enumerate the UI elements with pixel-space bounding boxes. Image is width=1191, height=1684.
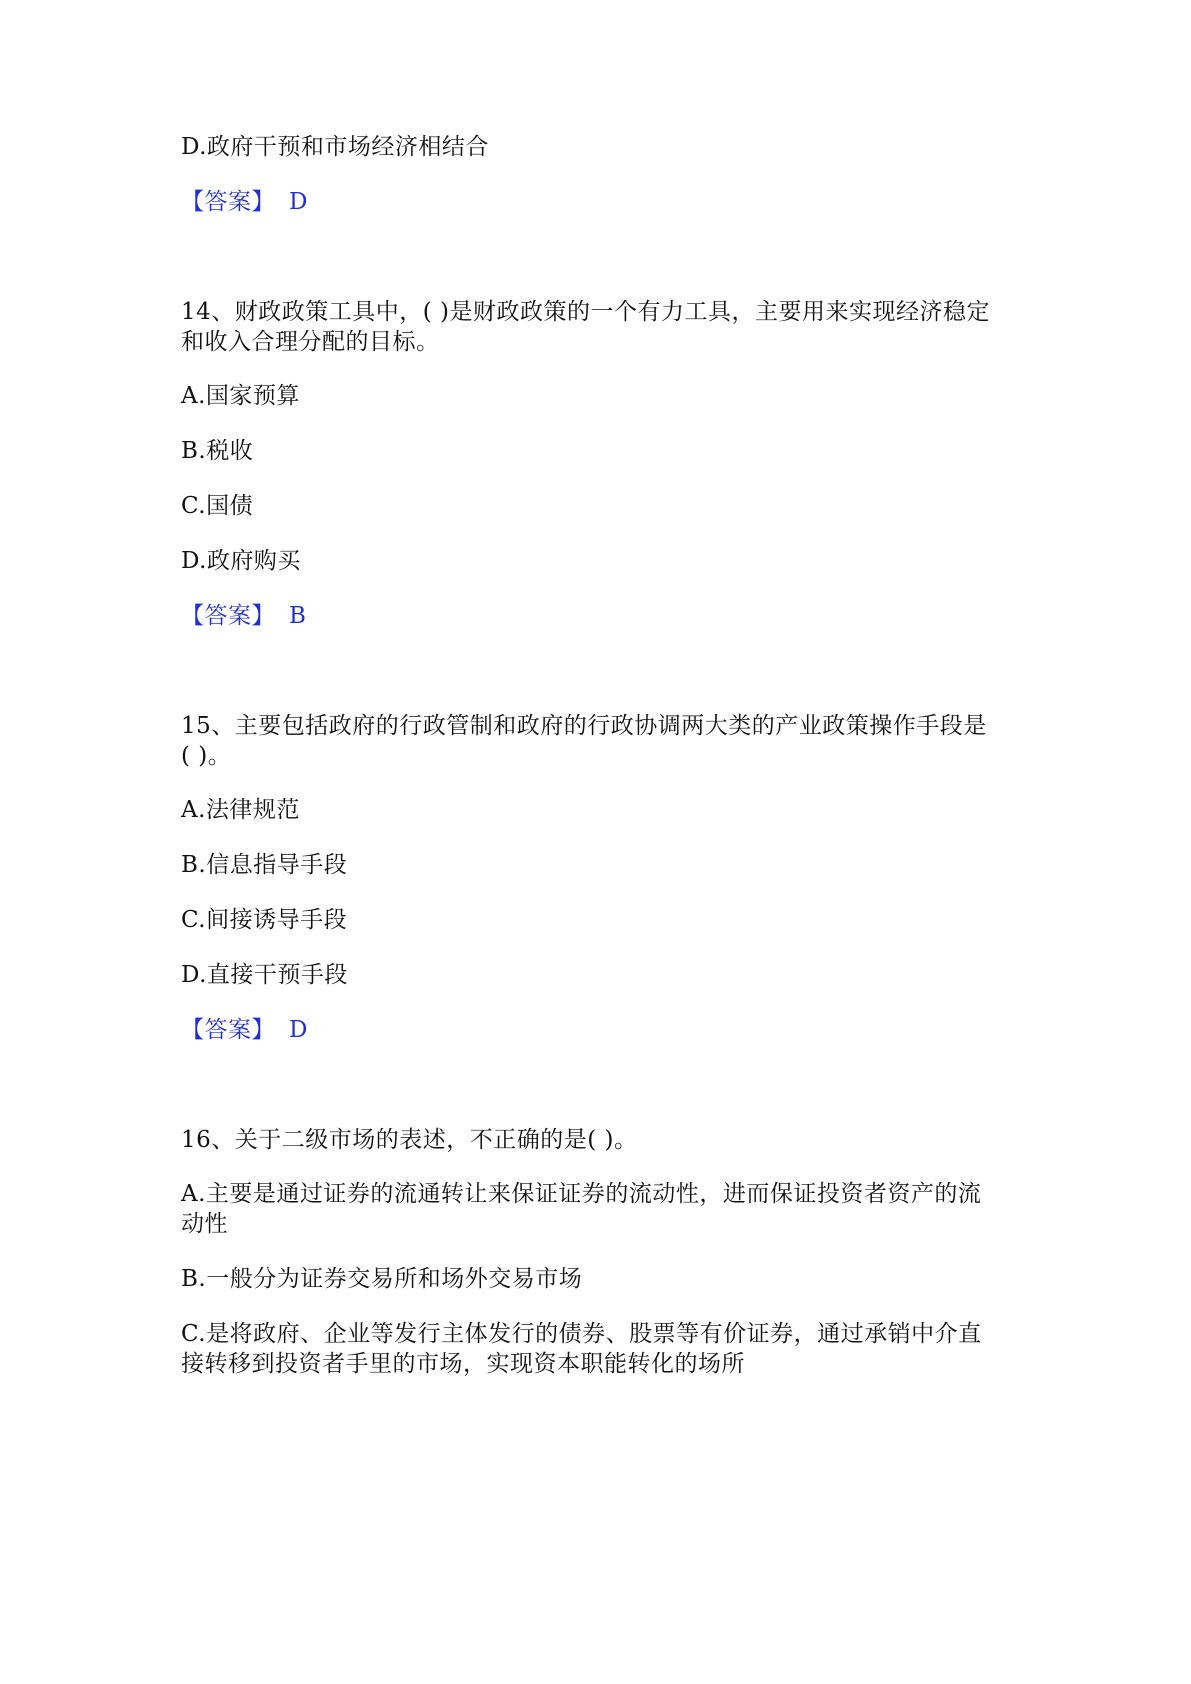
answer-key: D bbox=[289, 1017, 308, 1043]
q15-stem-line2: ( )。 bbox=[181, 743, 232, 769]
q14-answer bbox=[181, 600, 1011, 632]
q14-stem-line1: 14、财政政策工具中，( )是财政政策的一个有力工具，主要用来实现经济稳定 bbox=[181, 299, 991, 325]
q14-stem-line2: 和收入合理分配的目标。 bbox=[181, 329, 440, 355]
q15-option-b: B.信息指导手段 bbox=[181, 852, 348, 878]
q16-option-c-line1: C.是将政府、企业等发行主体发行的债券、股票等有价证券，通过承销中介直 bbox=[181, 1321, 982, 1347]
q15-option-a: A.法律规范 bbox=[181, 797, 300, 823]
q16-option-b: B.一般分为证券交易所和场外交易市场 bbox=[181, 1266, 583, 1292]
q15-option-c: C.间接诱导手段 bbox=[181, 907, 348, 933]
answer-label: 【答案】 bbox=[181, 1017, 275, 1043]
q16-option-c-line2: 接转移到投资者手里的市场，实现资本职能转化的场所 bbox=[181, 1351, 745, 1377]
q15-stem-line1: 15、主要包括政府的行政管制和政府的行政协调两大类的产业政策操作手段是 bbox=[181, 713, 987, 739]
answer-label: 【答案】 bbox=[181, 189, 275, 215]
q15-option-d: D.直接干预手段 bbox=[181, 962, 348, 988]
q14-option-b: B.税收 bbox=[181, 438, 254, 464]
answer-key: D bbox=[289, 189, 308, 215]
q14-option-a: A.国家预算 bbox=[181, 383, 300, 409]
q13-option-d: D.政府干预和市场经济相结合 bbox=[181, 134, 489, 160]
q16-stem: 16、关于二级市场的表述，不正确的是( )。 bbox=[181, 1127, 638, 1153]
q16-option-a-line2: 动性 bbox=[181, 1211, 228, 1237]
q14-option-c: C.国债 bbox=[181, 493, 254, 519]
answer-label: 【答案】 bbox=[181, 603, 275, 629]
q16-option-a-line1: A.主要是通过证券的流通转让来保证证券的流动性，进而保证投资者资产的流 bbox=[181, 1181, 982, 1207]
answer-key: B bbox=[289, 603, 307, 629]
q14-option-d: D.政府购买 bbox=[181, 548, 301, 574]
q15-answer bbox=[181, 1014, 1011, 1046]
q13-answer bbox=[181, 186, 1011, 218]
